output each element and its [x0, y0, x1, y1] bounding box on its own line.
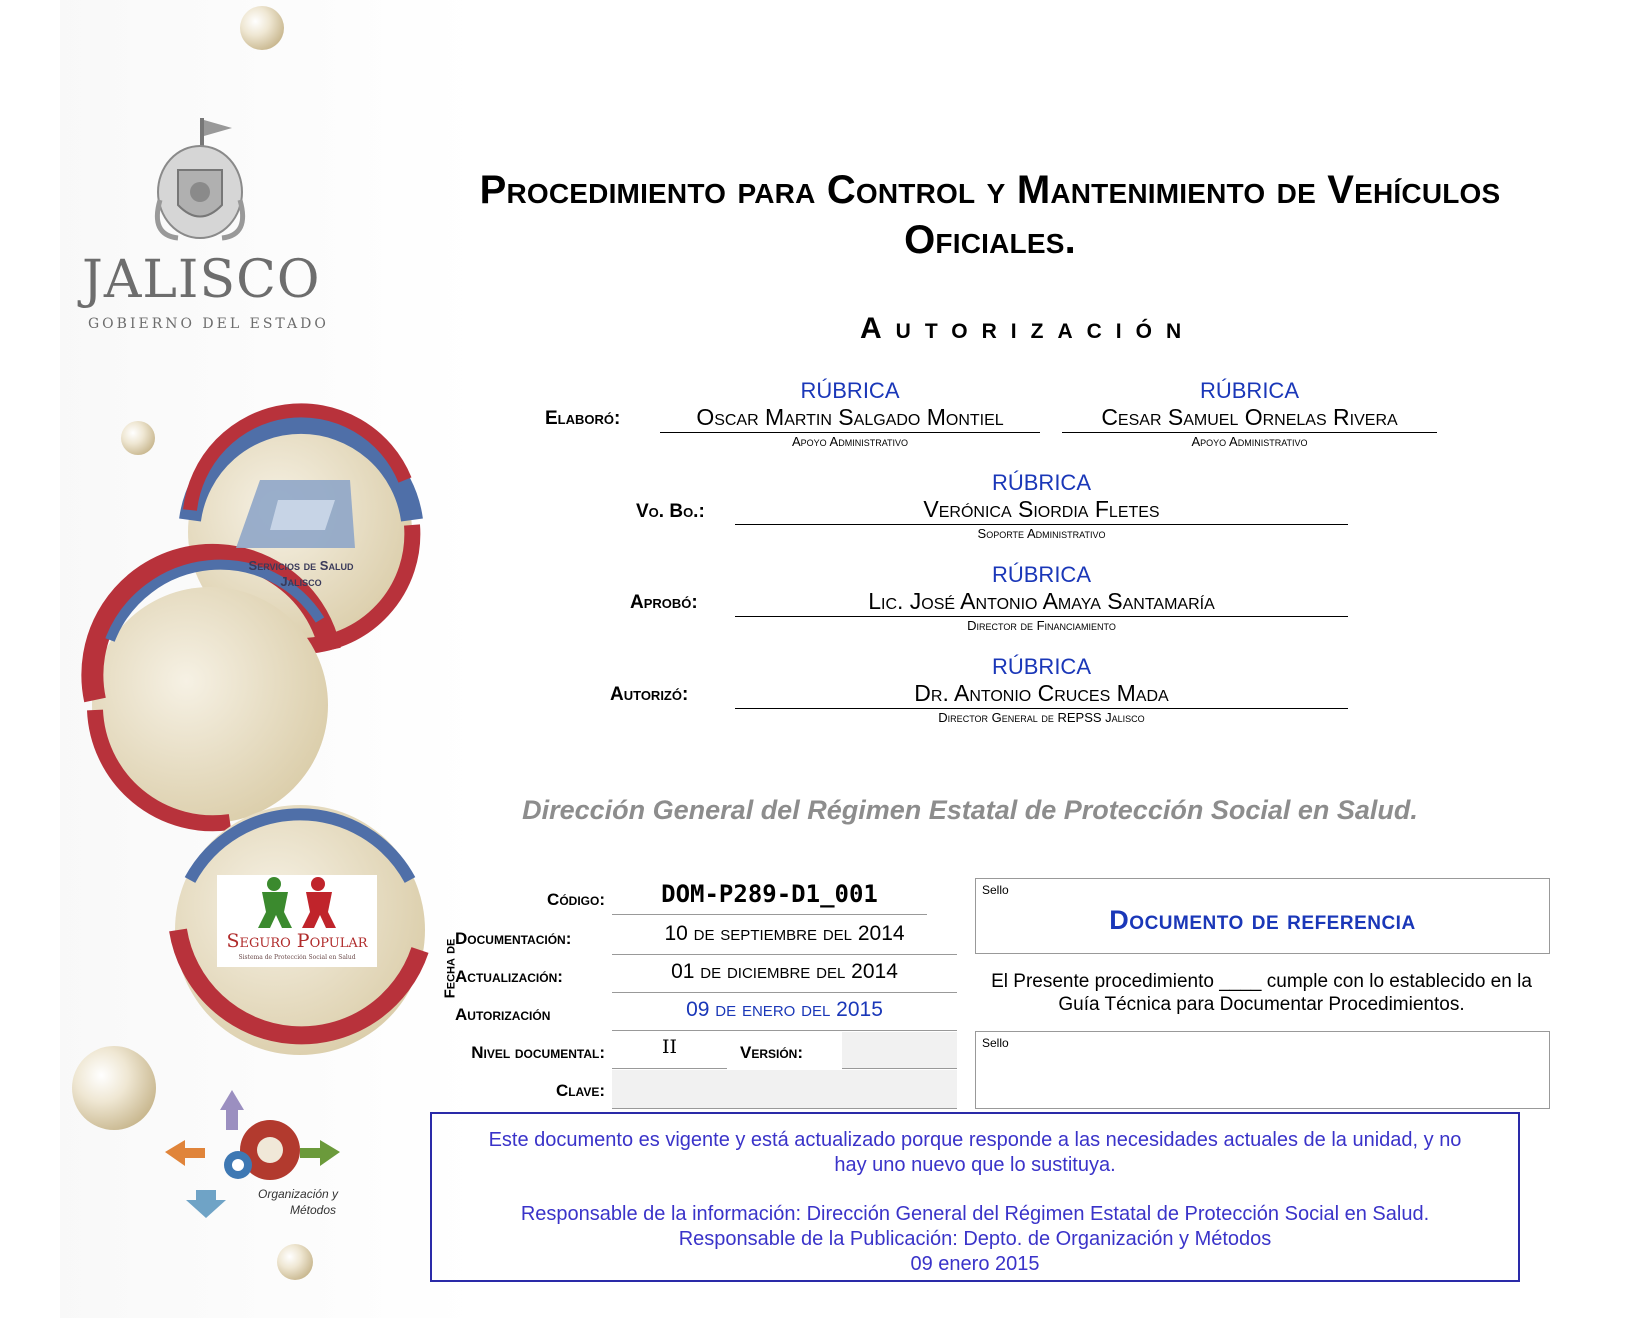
servicios-salud-line1: Servicios de Salud — [248, 558, 354, 573]
codigo-value — [612, 880, 927, 915]
version-label: Versión: — [740, 1043, 804, 1062]
documento-referencia: Documento de referencia — [1109, 905, 1416, 935]
cumple-line-2: Guía Técnica para Documentar Procedimientos. — [1058, 994, 1465, 1015]
direccion-general: Dirección General del Régimen Estatal de Protección Social en Salud. — [522, 795, 1418, 825]
pearl-decoration — [121, 421, 155, 455]
documentacion-value: 10 de septiembre del 2014 — [612, 922, 957, 955]
cumple-line-1: El Presente procedimiento ____ cumple con lo establecido en la — [991, 971, 1532, 992]
pearl-decoration — [277, 1244, 313, 1280]
sello-label: Sello — [982, 1036, 1009, 1050]
autorizo-label: Autorizó: — [610, 684, 689, 705]
pearl-decoration — [72, 1046, 156, 1130]
org-metodos-line1: Organización y — [258, 1187, 339, 1201]
autorizacion-heading: Autorización — [860, 312, 1196, 345]
aprobo-label: Aprobó: — [630, 592, 698, 613]
elaboro-1-name: Oscar Martin Salgado Montiel — [660, 404, 1040, 433]
codigo-label: Código: — [547, 890, 605, 909]
org-metodos-line2: Métodos — [290, 1203, 337, 1217]
elaboro-2-name: Cesar Samuel Ornelas Rivera — [1062, 404, 1437, 433]
nivel-documental-label: Nivel documental: — [471, 1043, 605, 1062]
pearl-decoration — [240, 6, 284, 50]
vigente-line-1: Este documento es vigente y está actualizado porque responde a las necesidades actuales de la unidad, y no — [488, 1129, 1462, 1151]
clave-value — [612, 1070, 957, 1109]
actualizacion-value: 01 de diciembre del 2014 — [612, 960, 957, 993]
rubrica-aprobo: RÚBRICA — [991, 562, 1091, 587]
publication-date: 09 enero 2015 — [910, 1253, 1040, 1275]
seguro-popular-name: Seguro Popular — [226, 930, 368, 952]
cumple-text — [975, 970, 1548, 1016]
vobo-role: Soporte Administrativo — [977, 526, 1106, 541]
actualizacion-label: Actualización: — [455, 967, 563, 986]
vobo-name: Verónica Siordia Fletes — [735, 496, 1348, 525]
nivel-documental-value: II — [612, 1036, 727, 1069]
elaboro-label: Elaboró: — [545, 408, 621, 429]
sello-label: Sello — [982, 883, 1009, 897]
clave-label: Clave: — [555, 1081, 605, 1100]
aprobo-name: Lic. José Antonio Amaya Santamaría — [735, 588, 1348, 617]
vigente-line-2: hay uno nuevo que lo sustituya. — [834, 1154, 1116, 1176]
jalisco-name: JALISCO — [82, 250, 321, 310]
responsable-publicacion: Responsable de la Publicación: Depto. de Organización y Métodos — [678, 1228, 1272, 1250]
rubrica-autorizo: RÚBRICA — [991, 654, 1091, 679]
autorizo-name: Dr. Antonio Cruces Mada — [735, 680, 1348, 709]
elaboro-2-role: Apoyo Administrativo — [1191, 434, 1308, 449]
jalisco-subtitle: GOBIERNO DEL ESTADO — [88, 316, 329, 332]
rubrica-vobo: RÚBRICA — [991, 470, 1091, 495]
autorizacion-date-label: Autorización — [455, 1005, 551, 1024]
stamp-box-reference — [975, 878, 1550, 954]
documentacion-label: Documentación: — [455, 929, 572, 948]
fecha-de-vertical-label: Fecha de — [441, 938, 459, 999]
servicios-salud-line2: Jalisco — [280, 574, 322, 589]
seguro-popular-tagline: Sistema de Protección Social en Salud — [238, 954, 356, 961]
codigo-text: DOM-P289-D1_001 — [661, 880, 878, 908]
vigencia-box — [430, 1112, 1520, 1282]
elaboro-1-role: Apoyo Administrativo — [791, 434, 909, 449]
title-line-1: Procedimiento para Control y Mantenimiento de Vehículos — [479, 168, 1501, 212]
stamp-box-empty — [975, 1031, 1550, 1109]
title-line-2: Oficiales. — [904, 218, 1076, 262]
aprobo-role: Director de Financiamiento — [967, 618, 1116, 633]
rubrica-elaboro-1: RÚBRICA — [800, 378, 900, 403]
version-value — [842, 1032, 957, 1069]
autorizacion-date-value: 09 de enero del 2015 — [612, 998, 957, 1031]
vobo-label: Vo. Bo.: — [636, 501, 705, 522]
document-title — [330, 165, 1650, 265]
autorizo-role: Director General de REPSS Jalisco — [938, 710, 1145, 725]
responsable-informacion: Responsable de la información: Dirección General del Régimen Estatal de Protección Social en Salud. — [520, 1203, 1430, 1225]
rubrica-elaboro-2: RÚBRICA — [1199, 378, 1299, 403]
